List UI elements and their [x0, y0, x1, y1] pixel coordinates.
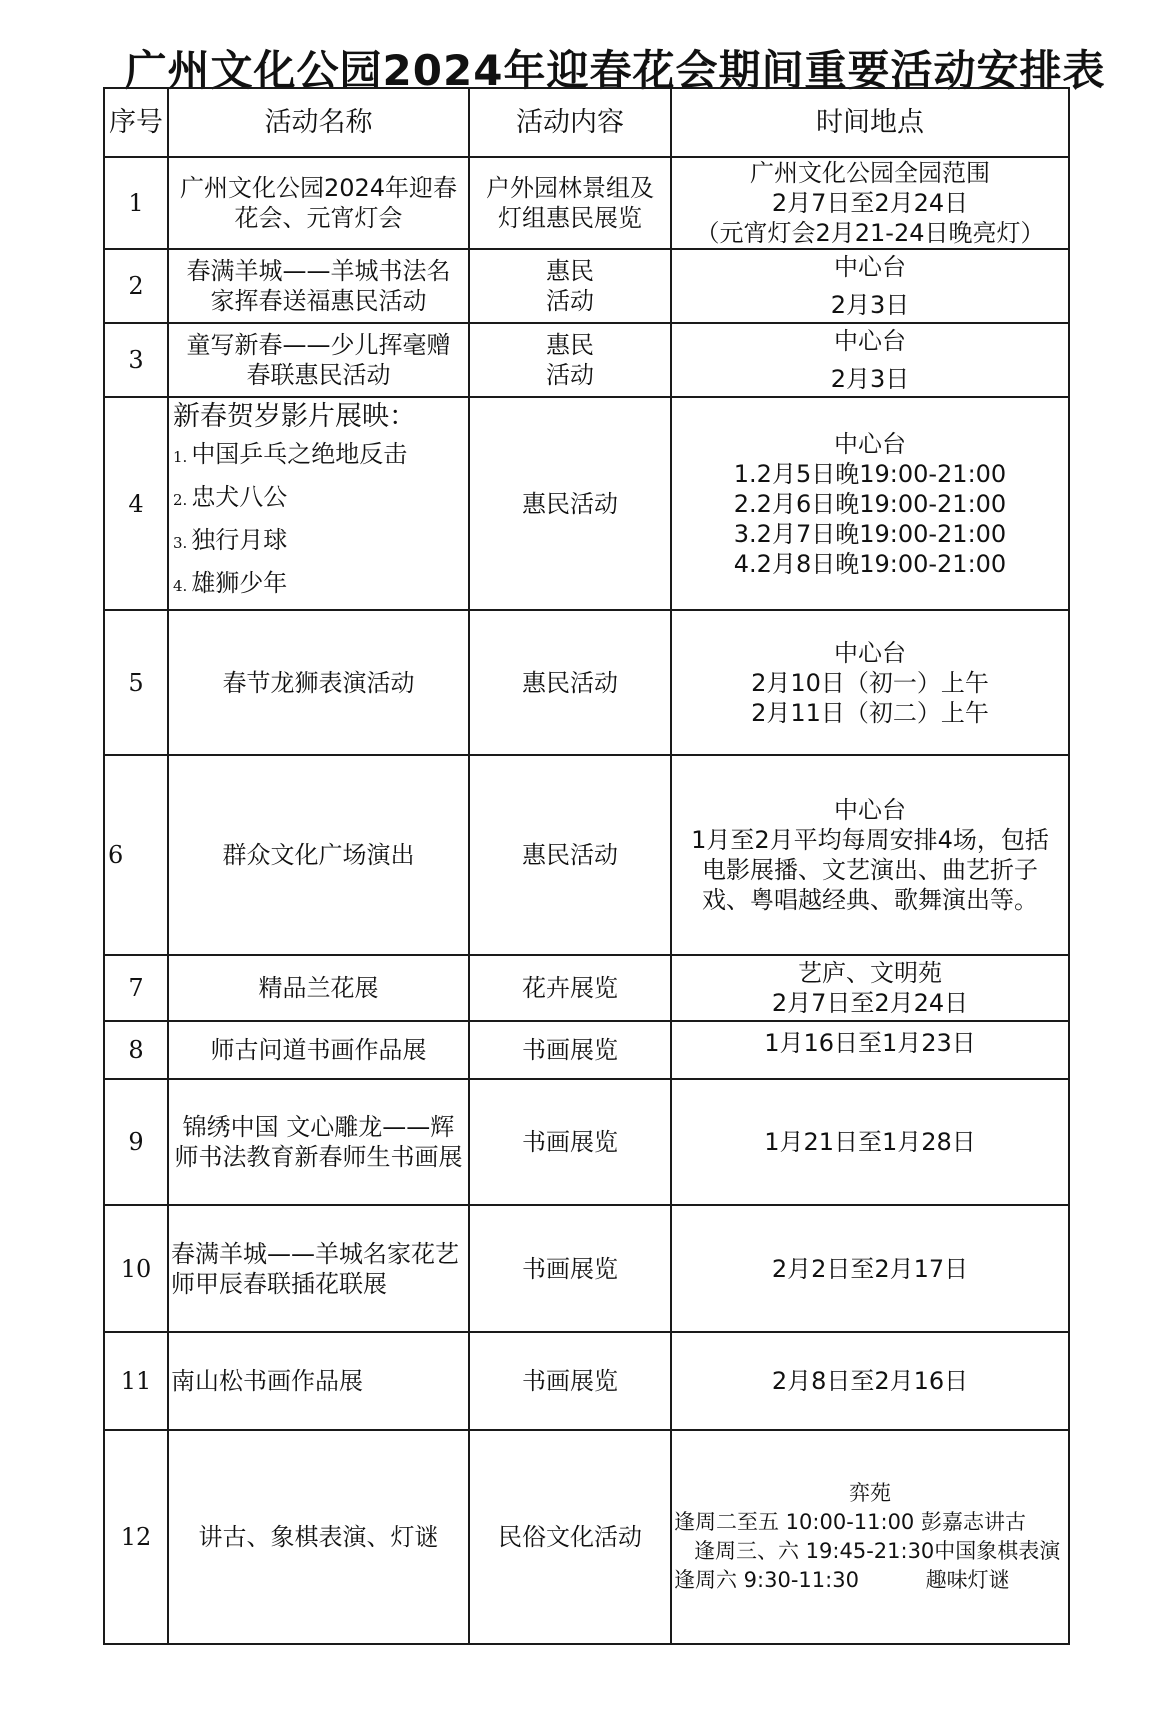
table-row: [104, 249, 1069, 323]
row-time: [671, 610, 1069, 755]
row-location: 广州文化公园全园范围: [750, 159, 990, 187]
row-name: 群众文化广场演出: [168, 755, 469, 955]
list-item: [169, 434, 468, 477]
film-title: 独行月球: [191, 526, 288, 554]
film-index: 4.: [173, 577, 188, 595]
row-no: 8: [104, 1021, 168, 1079]
film-index: 2.: [173, 491, 188, 509]
row-time: [671, 249, 1069, 323]
row-time-line: 2月3日: [830, 365, 910, 393]
row-time: [671, 1079, 1069, 1205]
table-row: [104, 157, 1069, 249]
row-name: 新春贺岁影片展映：: [173, 401, 416, 432]
row-time: [671, 1332, 1069, 1430]
row-content: 花卉展览: [469, 955, 671, 1021]
table-row: [104, 397, 1069, 610]
row-no: 10: [104, 1205, 168, 1332]
row-location: 中心台: [834, 796, 906, 824]
row-time-line: （元宵灯会2月21-24日晚亮灯）: [695, 219, 1045, 247]
table-row: [104, 1079, 1069, 1205]
row-time: [671, 955, 1069, 1021]
row-location: 中心台: [834, 253, 906, 281]
row-content: 惠民活动: [469, 610, 671, 755]
page-title: 广州文化公园2024年迎春花会期间重要活动安排表: [124, 46, 1106, 95]
film-list: [169, 434, 468, 606]
row-time-line: 3.2月7日晚19:00-21:00: [733, 519, 1007, 548]
film-title: 雄狮少年: [191, 569, 288, 597]
row-content: 惠民活动: [469, 249, 671, 323]
row-time: [671, 1021, 1069, 1079]
film-title: 忠犬八公: [191, 483, 288, 511]
film-index: 3.: [173, 534, 188, 552]
row-no: 2: [104, 249, 168, 323]
row-location: 弈苑: [849, 1481, 891, 1505]
table-row: [104, 755, 1069, 955]
row-location: 艺庐、文明苑: [798, 959, 942, 987]
row-name-cell: [168, 397, 469, 610]
film-title: 中国乒乓之绝地反击: [191, 440, 408, 468]
row-location: 中心台: [834, 327, 906, 355]
row-name: 精品兰花展: [168, 955, 469, 1021]
row-no: 1: [104, 157, 168, 249]
row-name: 师古问道书画作品展: [168, 1021, 469, 1079]
row-content: 书画展览: [469, 1021, 671, 1079]
header-name: 活动名称: [168, 88, 469, 157]
list-item: [169, 520, 468, 563]
row-no: 11: [104, 1332, 168, 1430]
row-content: 惠民活动: [469, 397, 671, 610]
header-no: 序号: [104, 88, 168, 157]
row-location: 中心台: [834, 638, 906, 667]
table-row: [104, 1430, 1069, 1644]
row-content: 惠民活动: [469, 323, 671, 397]
row-no: 12: [104, 1430, 168, 1644]
row-no: 9: [104, 1079, 168, 1205]
row-time-line: 逢周六 9:30-11:30 趣味灯谜: [674, 1568, 1010, 1592]
table-row: [104, 1205, 1069, 1332]
row-time: [671, 157, 1069, 249]
row-name: 广州文化公园2024年迎春花会、元宵灯会: [168, 157, 469, 249]
row-content: 书画展览: [469, 1332, 671, 1430]
row-time-line: 2月7日至2月24日: [771, 189, 969, 217]
row-time-line: 2月10日（初一）上午: [751, 668, 989, 697]
row-time-line: 2月7日至2月24日: [771, 989, 969, 1017]
row-name: 锦绣中国 文心雕龙——辉师书法教育新春师生书画展: [168, 1079, 469, 1205]
header-content: 活动内容: [469, 88, 671, 157]
row-name: 童写新春——少儿挥毫赠春联惠民活动: [168, 323, 469, 397]
row-name: 春节龙狮表演活动: [168, 610, 469, 755]
row-no: 4: [104, 397, 168, 610]
schedule-table: [103, 87, 1070, 1645]
row-name: 春满羊城——羊城名家花艺师甲辰春联插花联展: [168, 1205, 469, 1332]
row-name: 讲古、象棋表演、灯谜: [168, 1430, 469, 1644]
list-item: [169, 477, 468, 520]
film-index: 1.: [173, 448, 188, 466]
row-content: 书画展览: [469, 1205, 671, 1332]
row-time-line: 2.2月6日晚19:00-21:00: [733, 489, 1007, 518]
row-time-line: 2月2日至2月17日: [771, 1254, 969, 1283]
row-no: 6: [104, 755, 168, 955]
row-time-line: 1月16日至1月23日: [764, 1029, 976, 1057]
row-content: 民俗文化活动: [469, 1430, 671, 1644]
row-time: [671, 755, 1069, 955]
header-time: 时间地点: [671, 88, 1069, 157]
table-row: [104, 323, 1069, 397]
row-time-line: 1月21日至1月28日: [764, 1128, 976, 1156]
row-time: [671, 1205, 1069, 1332]
row-time: [671, 1430, 1069, 1644]
table-row: [104, 1332, 1069, 1430]
list-item: [169, 563, 468, 606]
row-no: 7: [104, 955, 168, 1021]
row-no: 3: [104, 323, 168, 397]
row-name: 南山松书画作品展: [168, 1332, 469, 1430]
row-content: 惠民活动: [469, 755, 671, 955]
row-time-line: 2月3日: [830, 291, 910, 319]
row-content: 书画展览: [469, 1079, 671, 1205]
table-row: [104, 955, 1069, 1021]
row-content: 户外园林景组及灯组惠民展览: [469, 157, 671, 249]
row-name: 春满羊城——羊城书法名家挥春送福惠民活动: [168, 249, 469, 323]
table-row: [104, 610, 1069, 755]
row-time: [671, 397, 1069, 610]
row-time-line: 1.2月5日晚19:00-21:00: [733, 459, 1007, 488]
table-header-row: [104, 88, 1069, 157]
row-time-line: 2月8日至2月16日: [771, 1367, 969, 1395]
row-time-line: 1月至2月平均每周安排4场，包括电影展播、文艺演出、曲艺折子戏、粤唱越经典、歌舞演出等。: [691, 826, 1049, 914]
table-row: [104, 1021, 1069, 1079]
row-time: [671, 323, 1069, 397]
row-time-line: 4.2月8日晚19:00-21:00: [733, 549, 1007, 578]
row-time-line: 逢周三、六 19:45-21:30中国象棋表演: [694, 1539, 1061, 1563]
row-time-line: 2月11日（初二）上午: [751, 698, 989, 727]
row-no: 5: [104, 610, 168, 755]
row-time-line: 逢周二至五 10:00-11:00 彭嘉志讲古: [674, 1510, 1026, 1534]
row-location: 中心台: [834, 429, 906, 458]
